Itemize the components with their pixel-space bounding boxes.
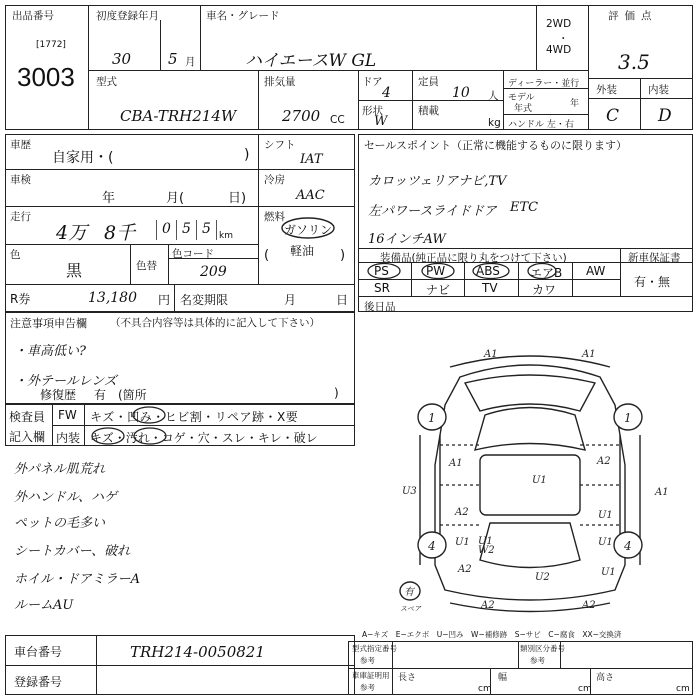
inspection-day: 日)	[228, 191, 247, 206]
color-label: 色	[10, 249, 21, 261]
fuel-close: )	[340, 248, 346, 263]
fuel-diesel: 軽油	[290, 244, 315, 258]
equip-tv: TV	[482, 281, 498, 295]
displacement-value: 2700	[282, 107, 321, 125]
cm-unit-3: cm	[676, 684, 690, 694]
remark-3: ペットの毛多い	[14, 516, 106, 531]
wheel-label: 4	[624, 539, 632, 553]
color-change-label: 色替	[136, 260, 157, 272]
repair-label: 修復歴	[40, 388, 77, 402]
mileage-digit-3: 5	[202, 221, 211, 237]
mileage-digit-1: 0	[162, 221, 171, 237]
mileage-unit: km	[219, 231, 233, 241]
first-reg-year: 30	[112, 50, 132, 68]
reference-label-3: 参考	[360, 683, 375, 692]
recycle-label: R券	[10, 292, 31, 306]
width-label: 幅	[498, 673, 508, 683]
reference-label: 参考	[360, 656, 375, 665]
spare-mark: 有	[404, 587, 414, 598]
equip-abs: ABS	[476, 264, 500, 278]
history-label: 車歴	[10, 139, 31, 151]
equip-leather: カワ	[532, 283, 557, 297]
shift-label: シフト	[264, 139, 296, 151]
damage-legend: A−キズ E−エクボ U−凹み W−補修跡 S−サビ C−腐食 XX−交換済	[362, 630, 622, 639]
cert-label: 車庫証明用	[352, 671, 390, 680]
lot-number: 3003	[17, 62, 75, 92]
wheel-label: 1	[428, 411, 436, 425]
remark-2: 外ハンドル、ハゲ	[14, 490, 117, 505]
eval-score: 3.5	[618, 50, 650, 74]
sales-point-3: ETC	[510, 200, 539, 215]
interior-grade: D	[658, 106, 672, 126]
model-name-label: 車名・グレード	[206, 10, 280, 22]
name-change-day: 日	[336, 293, 349, 307]
fuel-label: 燃料	[264, 211, 285, 223]
equip-navi: ナビ	[426, 283, 451, 297]
sales-point-2: 左パワースライドドア	[368, 204, 497, 219]
inspection-year: 年	[102, 191, 116, 206]
cc-unit: CC	[330, 114, 345, 126]
drive-dot: ・	[558, 33, 569, 45]
capacity-unit: 人	[488, 90, 499, 102]
damage-mark: U2	[535, 572, 550, 583]
color-code-label: 色コード	[172, 248, 214, 260]
car-diagram	[380, 345, 680, 625]
damage-mark: U1	[532, 475, 547, 486]
damage-mark: W2	[478, 545, 495, 556]
name-change-label: 名変期限	[180, 293, 229, 307]
interior-label: 内装	[648, 84, 669, 96]
new-car-warranty-label: 新車保証書	[628, 252, 681, 264]
spare-label: スペア	[400, 605, 421, 613]
sales-points-label: セールスポイント（正常に機能するものに限ります）	[364, 139, 628, 152]
mileage-man: 4万	[56, 222, 88, 244]
kg-unit: kg	[488, 117, 501, 129]
capacity-value: 10	[452, 85, 470, 101]
reference-label-2: 参考	[530, 656, 545, 665]
new-car-warranty-value: 有・無	[634, 275, 671, 289]
wheel-label: 4	[428, 539, 436, 553]
damage-mark: U1	[478, 536, 493, 547]
cm-unit-2: cm	[578, 684, 592, 694]
year-unit: 年	[570, 99, 580, 109]
mileage-label: 走行	[10, 211, 31, 223]
color-value: 黒	[66, 261, 83, 280]
damage-mark: A1	[449, 458, 463, 469]
damage-mark: A2	[458, 564, 472, 575]
length-label: 長さ	[398, 673, 417, 683]
history-value: 自家用・(	[52, 150, 114, 166]
notes-sub: （不具合内容等は具体的に記入して下さい）	[110, 317, 320, 329]
door-label: ドア	[362, 76, 383, 88]
exterior-grade: C	[606, 106, 620, 126]
lot-label: 出品番号	[12, 10, 54, 22]
load-label: 積載	[418, 105, 439, 117]
fuel-open: (	[264, 248, 270, 263]
aftermarket-label: 後日品	[364, 301, 396, 313]
damage-mark: A1	[484, 349, 498, 360]
wheel-label: 1	[624, 411, 632, 425]
damage-mark: A2	[582, 600, 596, 611]
repair-value: 有 (箇所	[94, 388, 147, 402]
remark-6: ルームAU	[14, 598, 74, 613]
inspector-circles	[84, 404, 354, 446]
note-line-1: ・車高低い?	[14, 344, 86, 359]
fw-text: キズ・凹み・ヒビ割・リペア跡・X要	[90, 410, 299, 424]
damage-mark: A2	[481, 600, 495, 611]
inspection-label: 車検	[10, 174, 31, 186]
equip-pw: PW	[426, 264, 446, 278]
registration-label: 登録番号	[14, 675, 63, 689]
lot-small: [1772]	[36, 40, 66, 50]
inspection-month: 月(	[166, 191, 185, 206]
repair-close: )	[334, 386, 339, 400]
shape-value: W	[374, 114, 388, 129]
first-reg-label: 初度登録年月	[96, 10, 159, 22]
month-unit: 月	[185, 56, 196, 68]
equip-aw: AW	[586, 264, 606, 278]
ac-label: 冷房	[264, 174, 285, 186]
name-change-month: 月	[284, 293, 297, 307]
exterior-label: 外装	[596, 84, 617, 96]
mileage-digit-2: 5	[182, 221, 191, 237]
type-value: CBA-TRH214W	[120, 107, 237, 125]
equip-ps: PS	[374, 264, 389, 278]
damage-mark: A2	[455, 507, 469, 518]
sales-point-1: カロッツェリアナビ,TV	[368, 174, 507, 189]
drive-2wd: 2WD	[546, 18, 572, 30]
recycle-unit: 円	[158, 293, 171, 307]
height-label: 高さ	[596, 673, 615, 683]
model-name: ハイエースW GL	[245, 51, 377, 71]
fuel-gasoline: ガソリン	[284, 223, 333, 237]
damage-mark: U1	[598, 537, 613, 548]
designation-label: 型式指定番号	[352, 644, 397, 653]
inspector-label-2: 記入欄	[9, 430, 46, 444]
equipment-label: 装備品(純正品に限り丸をつけて下さい)	[380, 252, 567, 264]
note-line-2: ・外テールレンズ	[14, 374, 117, 389]
model-year-label2: 年式	[514, 104, 533, 114]
fuel-circle	[280, 216, 336, 240]
displacement-label: 排気量	[264, 76, 296, 88]
damage-mark: U1	[598, 510, 613, 521]
remark-4: シートカバー、破れ	[14, 544, 131, 559]
chassis-label: 車台番号	[14, 645, 63, 659]
damage-mark: A2	[597, 456, 611, 467]
eval-label: 評価点	[608, 10, 658, 22]
cm-unit-1: cm	[478, 684, 492, 694]
chassis-value: TRH214-0050821	[130, 643, 265, 661]
category-label: 類別区分番号	[520, 644, 565, 653]
equipment-circles	[358, 262, 572, 280]
shift-value: IAT	[300, 152, 323, 167]
damage-mark: A1	[655, 487, 669, 498]
remark-1: 外パネル肌荒れ	[14, 462, 106, 477]
color-code-value: 209	[200, 264, 227, 280]
damage-mark: U3	[402, 486, 417, 497]
type-label: 型式	[96, 76, 117, 88]
sales-point-4: 16インチAW	[368, 232, 446, 247]
drive-4wd: 4WD	[546, 44, 572, 56]
first-reg-month: 5	[168, 50, 178, 68]
mileage-sen: 8千	[104, 222, 136, 244]
inspector-label-1: 検査員	[9, 410, 46, 424]
int-label: 内装	[56, 431, 81, 445]
fw-label: FW	[58, 408, 77, 422]
capacity-label: 定員	[418, 76, 439, 88]
history-close: )	[244, 147, 250, 163]
equip-airbag: エアB	[530, 266, 563, 280]
ac-value: AAC	[296, 188, 325, 203]
damage-mark: U1	[455, 537, 470, 548]
notes-label: 注意事項申告欄	[10, 317, 87, 330]
damage-mark: U1	[601, 567, 616, 578]
shape-label: 形状	[362, 105, 383, 117]
equip-sr: SR	[374, 281, 390, 295]
int-text: キズ・汚れ・コゲ・穴・スレ・キレ・破レ	[90, 431, 318, 445]
remark-5: ホイル・ドアミラーA	[14, 572, 140, 587]
dealer-label: ディーラー・並行	[508, 79, 580, 89]
handle-label: ハンドル 左・右	[508, 120, 574, 130]
model-year-label: モデル	[508, 93, 535, 103]
door-value: 4	[382, 85, 391, 101]
recycle-value: 13,180	[88, 290, 137, 306]
damage-mark: A1	[582, 349, 596, 360]
